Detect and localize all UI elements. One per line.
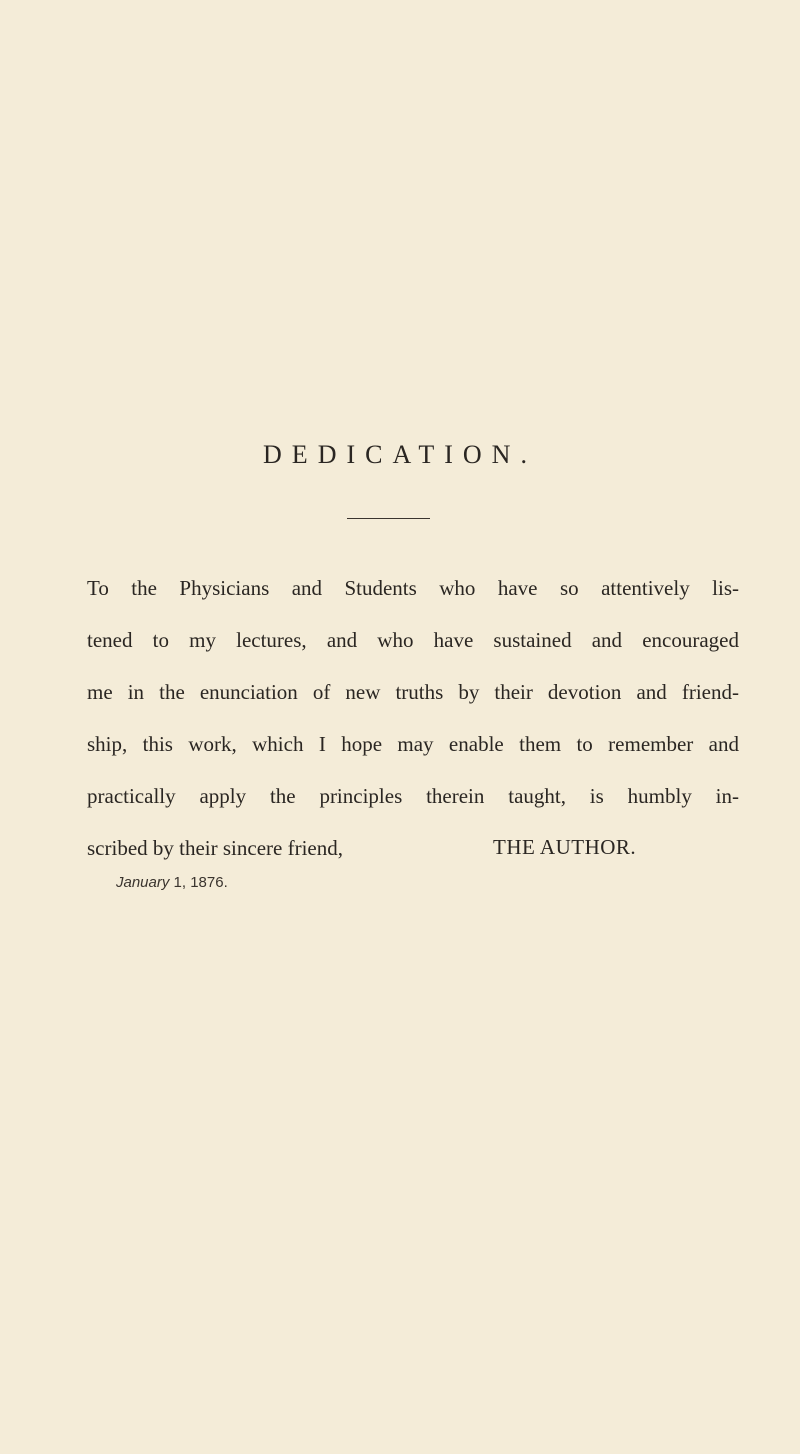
paragraph-line: tened to my lectures, and who have sustained and encouraged [87,628,739,652]
date-rest: 1, 1876. [169,874,228,891]
dedication-heading: DEDICATION. [263,440,537,469]
signature: THE AUTHOR. [493,835,637,859]
dedication-date [116,874,228,891]
paragraph-line: scribed by their sincere friend, [87,836,343,860]
paragraph-line: ship, this work, which I hope may enable them to remember and [87,732,739,756]
date-month: January [116,874,170,891]
paragraph-line: To the Physicians and Students who have so attentively lis- [87,576,739,600]
heading-rule [347,518,430,519]
paragraph-line: me in the enunciation of new truths by their devotion and friend- [87,680,739,704]
paragraph-line: practically apply the principles therein taught, is humbly in- [87,784,739,808]
dedication-paragraph [87,562,739,874]
